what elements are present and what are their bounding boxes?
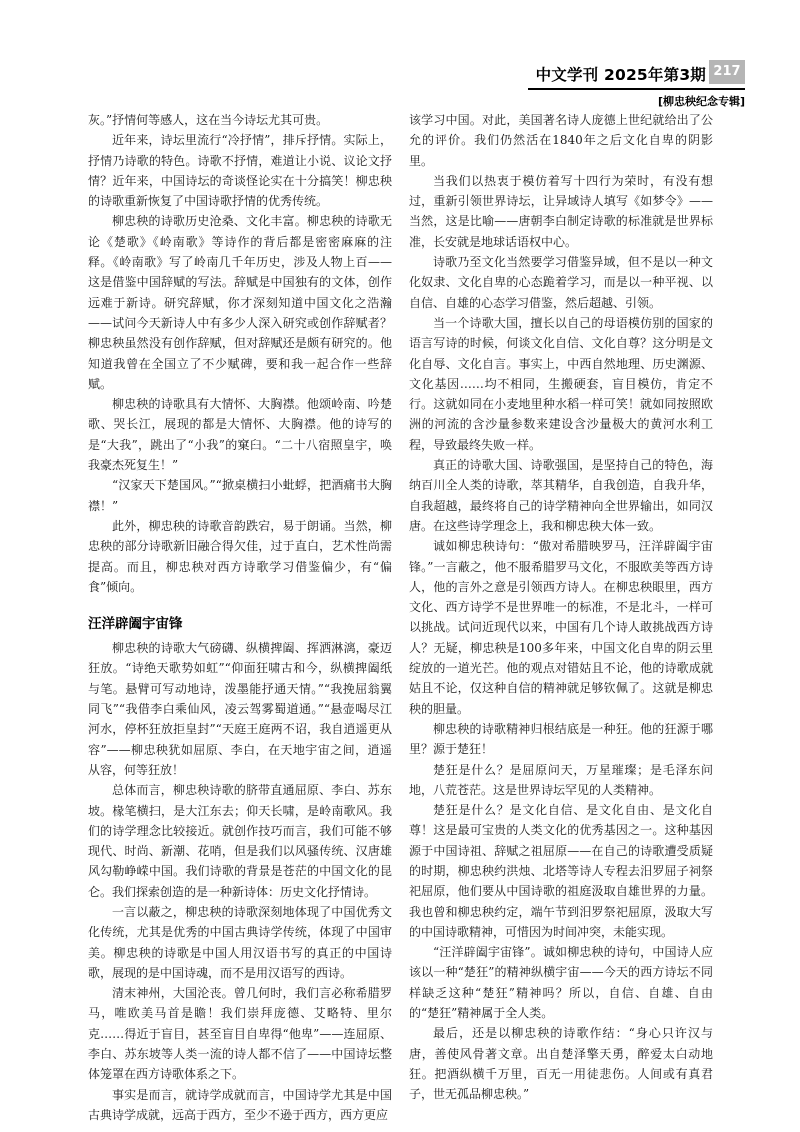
paragraph: 真正的诗歌大国、诗歌强国，是坚持自己的特色，海纳百川全人类的诗歌，萃其精华，自我创造，自我升华，自我超越，最终将自己的诗学精神向全世界输出，如同汉唐。在这些诗学理念上，我和柳忠秧大体一致。 — [409, 458, 713, 533]
paragraph: 柳忠秧的诗歌具有大情怀、大胸襟。他颂岭南、吟楚歌、哭长江，展现的都是大情怀、大胸襟。他的诗写的是“大我”，跳出了“小我”的窠臼。“二十八宿照皇宇，唤我豪杰死复生！” — [88, 397, 392, 473]
paragraph: 柳忠秧的诗歌大气磅礴、纵横捭阖、挥洒淋漓，豪迈狂放。“诗绝天歌势如虹”“仰面狂啸古和今，纵横捭阖纸与笔。悬臂可写动地诗，泼墨能抒通天情。”“我挽屈翁翼同飞”“我借李白乘仙风，凌云驾雾蜀道通。”“悬壶喝尽江河水，停杯狂放拒皇封”“天庭王庭两不诏，我自逍遥更从容”——柳忠秧犹如屈原、李白，在天地宇宙之间，逍遥从容，何等狂放！ — [88, 641, 392, 777]
header-rule — [528, 88, 745, 90]
paragraph: 该学习中国。对此，美国著名诗人庞德上世纪就给出了公允的评价。我们仍然活在1840年之后文化自卑的阴影里。 — [409, 113, 713, 168]
paragraph: 灰。”抒情何等感人，这在当今诗坛尤其可贵。 — [88, 113, 329, 127]
paragraph: 诚如柳忠秧诗句：“傲对希腊映罗马，汪洋辟阖宇宙锋。”一言蔽之，他不服希腊罗马文化，不服欧美等西方诗人，他的言外之意是引领西方诗人。在柳忠秧眼里，西方文化、西方诗学不是世界唯一的标准，不是北斗，一样可以挑战。试问近现代以来，中国有几个诗人敢挑战西方诗人？无疑，柳忠秧是100多年来，中国文化自卑的阴云里绽放的一道光芒。他的观点对错姑且不论，他的诗歌成就姑且不论，仅这种自信的精神就足够钦佩了。这就是柳忠秧的胆量。 — [409, 539, 713, 716]
paragraph: 柳忠秧的诗歌历史沧桑、文化丰富。柳忠秧的诗歌无论《楚歌》《岭南歌》等诗作的背后都是密密麻麻的注释。《岭南歌》写了岭南几千年历史，涉及人物上百——这是借鉴中国辞赋的写法。辞赋是中国独有的文体，创作远难于新诗。研究辞赋，你才深刻知道中国文化之浩瀚——试问今天新诗人中有多少人深入研究或创作辞赋者？柳忠秧虽然没有创作辞赋，但对辞赋还是颇有研究的。他知道我曾在全国立了不少赋碑，要和我一起合作一些辞赋。 — [88, 214, 392, 391]
paragraph: 总体而言，柳忠秧诗歌的脐带直通屈原、李白、苏东坡。椽笔横扫，是大江东去；仰天长啸，是岭南歌风。我们的诗学理念比较接近。就创作技巧而言，我们可能不够现代、时尚、新潮、花哨，但是我们以风骚传统、汉唐雄风勾勒峥嵘中国。我们诗歌的背景是苍茫的中国文化的昆仑。我们探索创造的是一种新诗体：历史文化抒情诗。 — [88, 783, 392, 899]
paragraph: 柳忠秧的诗歌精神归根结底是一种狂。他的狂源于哪里？源于楚狂！ — [409, 721, 713, 757]
paragraph: 清末神州，大国沦丧。曾几何时，我们言必称希腊罗马，唯欧美马首是瞻！我们崇拜庞德、艾略特、里尔克……得近于盲目，甚至盲目自卑得“他卑”——连屈原、李白、苏东坡等人类一流的诗人都不信了——中国诗坛整体笼罩在西方诗歌体系之下。 — [88, 986, 392, 1082]
paragraph: 事实是而言，就诗学成就而言，中国诗学尤其是中国古典诗学成就，远高于西方，至少不逊于西方，西方更应 — [88, 1087, 392, 1122]
paragraph: 当一个诗歌大国，擅长以自己的母语模仿别的国家的语言写诗的时候，何谈文化自信、文化自尊？这分明是文化自辱、文化自言。事实上，中西自然地理、历史渊源、文化基因……均不相同，生搬硬套，盲目模仿，肯定不行。这就如同在小麦地里种水稻一样可笑！就如同按照欧洲的河流的含沙量参数来建设含沙量极大的黄河水利工程，导致最终失败一样。 — [409, 315, 713, 452]
left-column — [88, 110, 392, 1122]
column-tag: [柳忠秧纪念专辑] — [657, 95, 745, 108]
paragraph: 一言以蔽之，柳忠秧的诗歌深刻地体现了中国优秀文化传统，尤其是优秀的中国古典诗学传统，体现了中国审美。柳忠秧的诗歌是中国人用汉语书写的真正的中国诗歌，展现的是中国诗魂，而不是用汉语写的西诗。 — [88, 904, 392, 980]
paragraph: “汉家天下楚国风。”“掀桌横扫小蚍蜉，把酒痛书大胸襟！” — [88, 478, 392, 513]
paragraph: 当我们以热衷于模仿着写十四行为荣时，有没有想过，重新引领世界诗坛，让异域诗人填写《如梦令》——当然，这是比喻——唐朝李白制定诗歌的标准就是世界标准，长安就是地球话语权中心。 — [409, 173, 713, 249]
journal-title: 中文学刊 2025年第3期 — [535, 66, 706, 84]
paragraph: 楚狂是什么？是文化自信、是文化自由、是文化自尊！这是最可宝贵的人类文化的优秀基因之一。这种基因源于中国诗祖、辞赋之祖屈原——在自己的诗歌遭受质疑的时期，柳忠秧约洪烛、北塔等诗人专程去汨罗屈子祠祭祀屈原，他们要从中国诗歌的祖庭汲取自雄世界的力量。我也曾和柳忠秧约定，端午节到汨罗祭祀屈原，汲取大写的中国诗歌精神，可惜因为时间冲突，未能实现。 — [409, 803, 713, 939]
paragraph: 最后，还是以柳忠秧的诗歌作结：“身心只许汉与唐，善使风骨著文章。出自楚泽擎天勇，醉爱太白动地狂。把酒纵横千万里，百无一用徒悲伤。人间或有真君子，世无孤品柳忠秧。” — [409, 1026, 713, 1102]
right-column — [409, 110, 713, 1102]
paragraph: 近年来，诗坛里流行“冷抒情”，排斥抒情。实际上，抒情乃诗歌的特色。诗歌不抒情，难道让小说、议论文抒情？近年来，中国诗坛的奇谈怪论实在十分搞笑！柳忠秧的诗歌重新恢复了中国诗歌抒情的优秀传统。 — [88, 133, 392, 209]
page-header — [0, 0, 800, 110]
paragraph: 诗歌乃至文化当然要学习借鉴异域，但不是以一种文化奴隶、文化自卑的心态跪着学习，而是以一种平视、以自信、自雄的心态学习借鉴，然后超越、引领。 — [409, 255, 713, 310]
page-number: 217 — [709, 60, 745, 84]
paragraph: 楚狂是什么？是屈原问天，万星璀璨；是毛泽东问地，八荒苍茫。这是世界诗坛罕见的人类精神。 — [409, 762, 713, 797]
paragraph: 此外，柳忠秧的诗歌音韵跌宕，易于朗诵。当然，柳忠秧的部分诗歌新旧融合得欠佳，过于直白，艺术性尚需提高。而且，柳忠秧对西方诗歌学习借鉴偏少，有“偏食”倾向。 — [88, 518, 392, 594]
section-heading: 汪洋辟阖宇宙锋 — [88, 616, 183, 633]
paragraph: “汪洋辟阖宇宙锋”。诚如柳忠秧的诗句，中国诗人应该以一种“楚狂”的精神纵横宇宙——今天的西方诗坛不同样缺乏这种“楚狂”精神吗？所以，自信、自雄、自由的“楚狂”精神属于全人类。 — [409, 945, 713, 1021]
